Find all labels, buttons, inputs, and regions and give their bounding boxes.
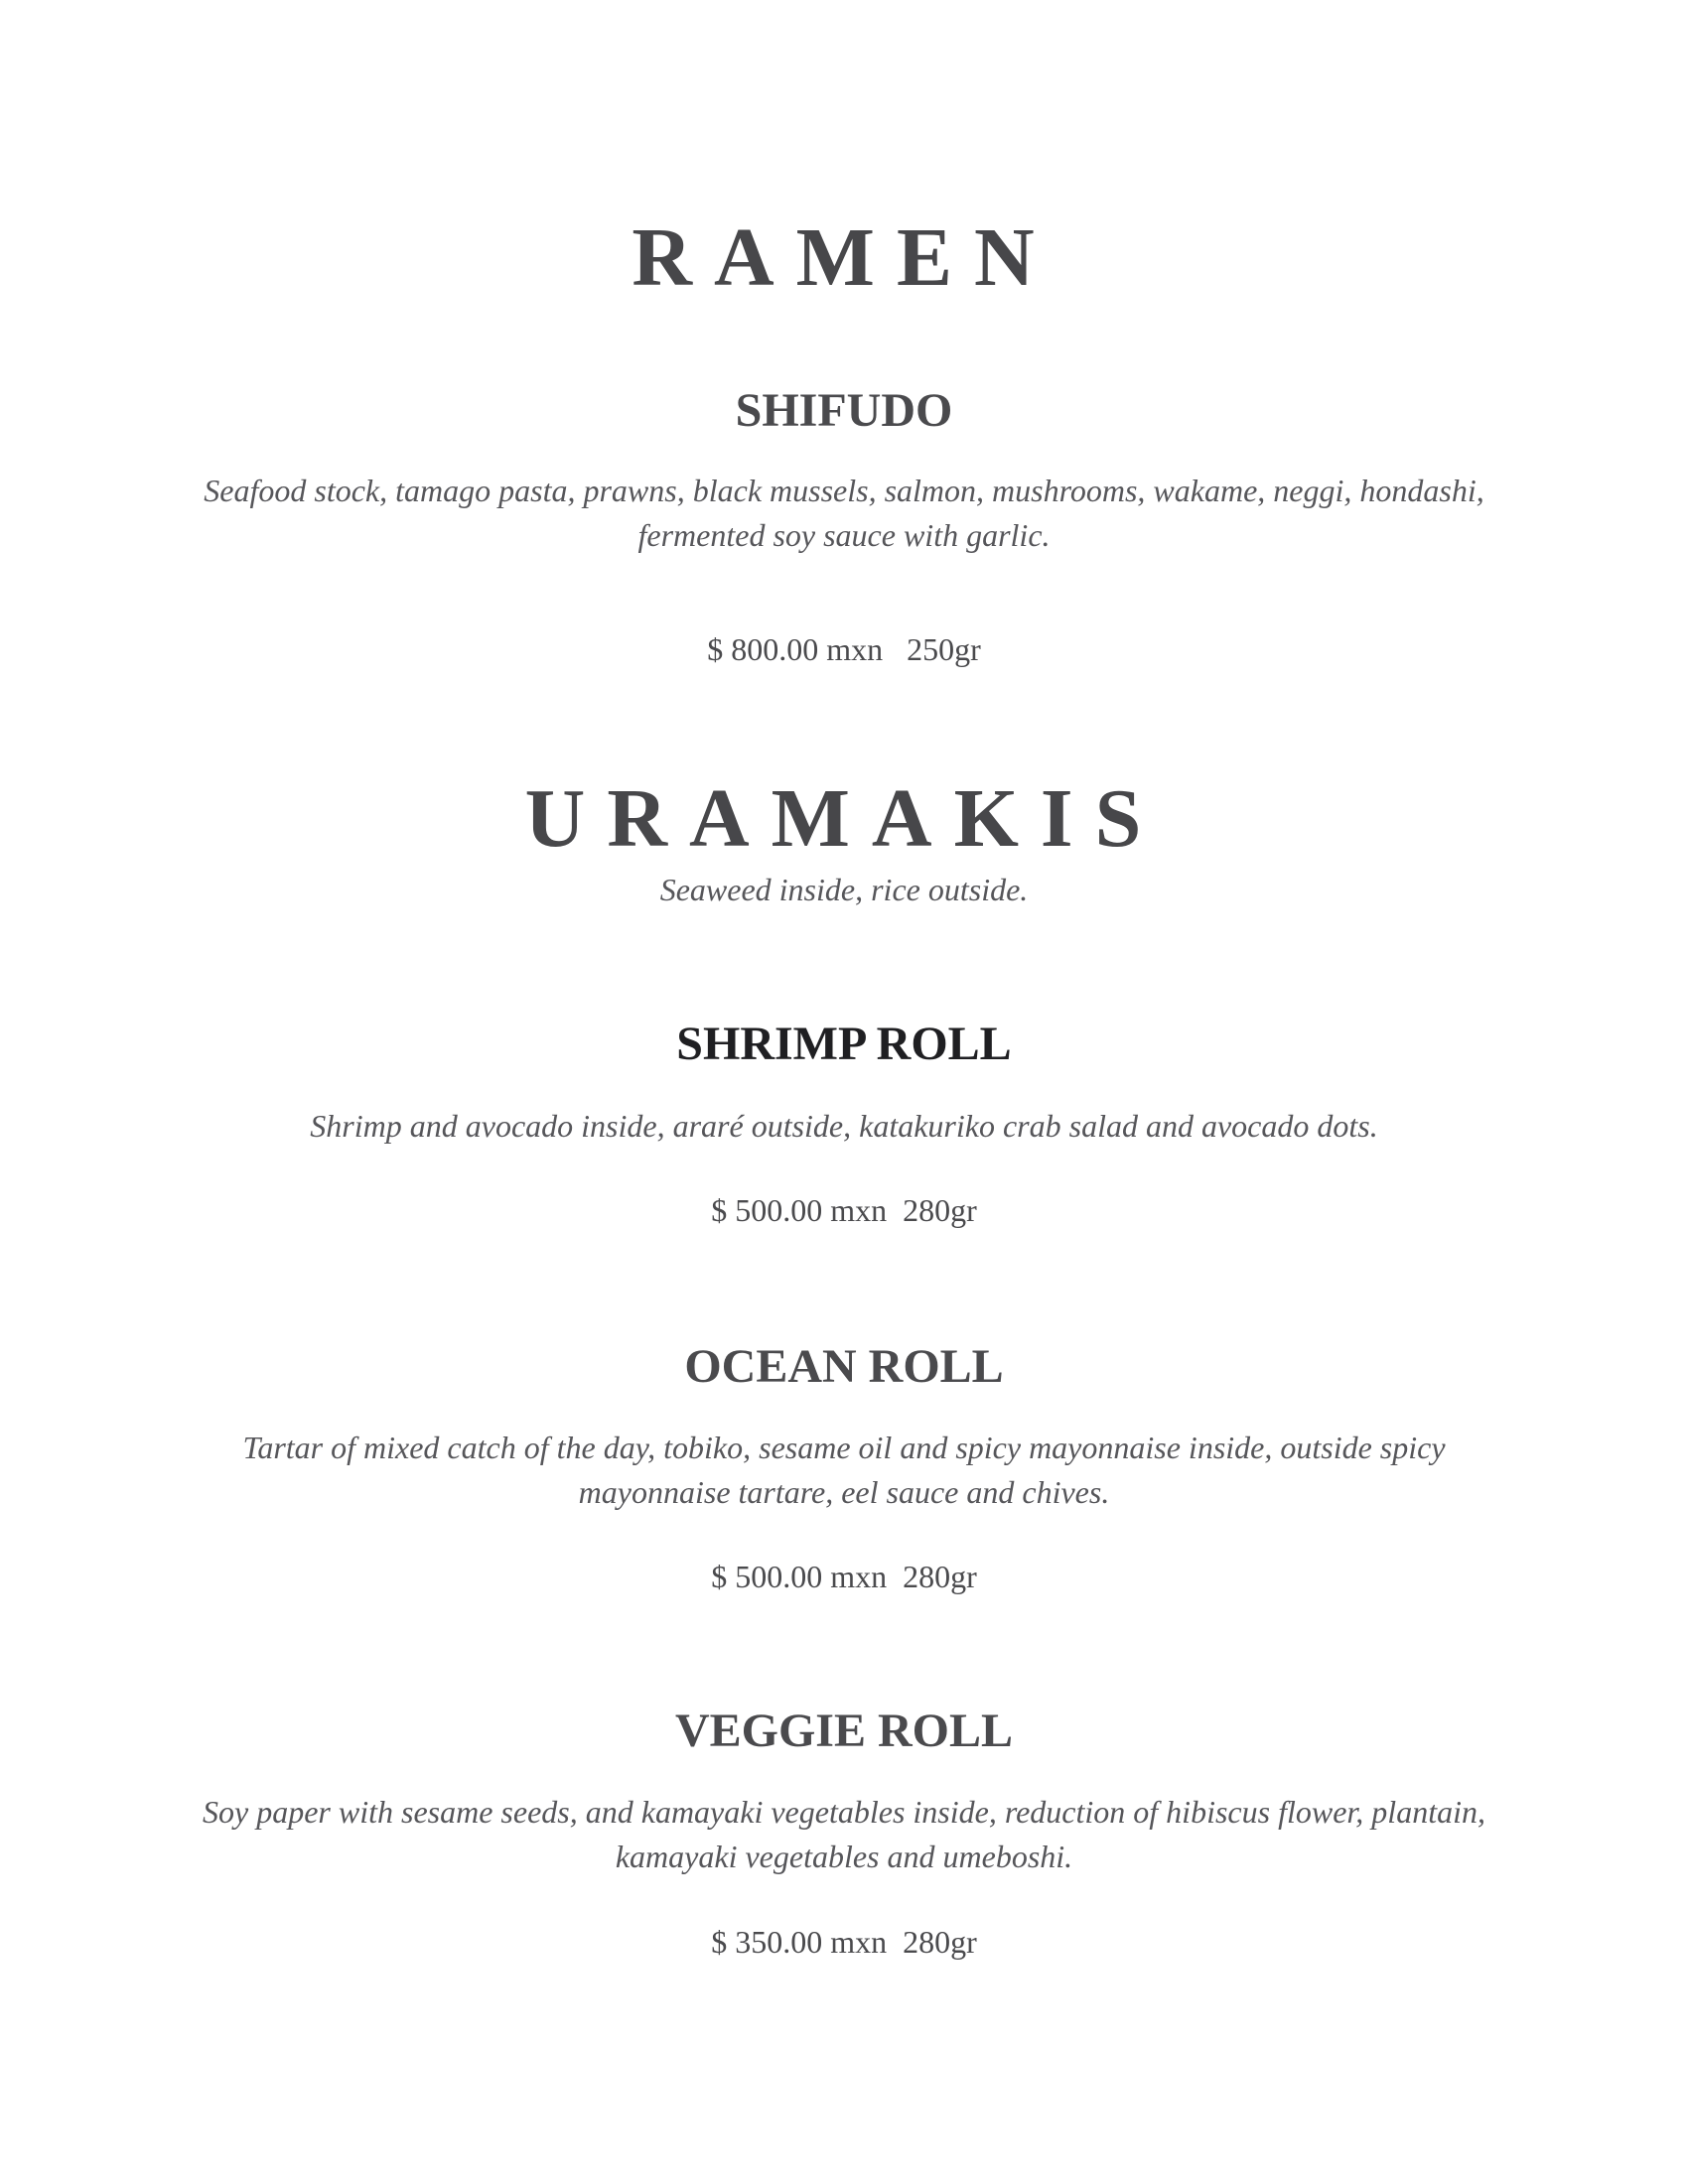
dish-description-shrimp-roll-wrap (0, 1104, 1688, 1149)
section-subtitle-uramakis: Seaweed inside, rice outside. (659, 872, 1029, 907)
dish-description-veggie-roll: Soy paper with sesame seeds, and kamayaki vegetables inside, reduction of hibiscus flower, plantain, kamayaki vegetables and umeboshi. (203, 1794, 1485, 1874)
dish-description-veggie-roll-wrap (0, 1790, 1688, 1879)
dish-price-shrimp-roll: $ 500.00 mxn 280gr (711, 1192, 977, 1228)
dish-name-ocean-roll: OCEAN ROLL (684, 1340, 1004, 1393)
dish-description-ocean-roll: Tartar of mixed catch of the day, tobiko, sesame oil and spicy mayonnaise inside, outside spicy mayonnaise tartare, eel sauce and chives. (242, 1430, 1446, 1510)
section-title-ramen: RAMEN (632, 211, 1056, 304)
dish-name-veggie-roll: VEGGIE ROLL (674, 1705, 1014, 1757)
section-title-uramakis: URAMAKIS (524, 772, 1164, 865)
dish-description-shifudo: Seafood stock, tamago pasta, prawns, black mussels, salmon, mushrooms, wakame, neggi, hondashi, fermented soy sauce with garlic. (204, 473, 1484, 553)
dish-price-ocean-roll: $ 500.00 mxn 280gr (711, 1559, 977, 1594)
dish-price-veggie-roll: $ 350.00 mxn 280gr (711, 1924, 977, 1960)
dish-price-shifudo: $ 800.00 mxn 250gr (707, 631, 981, 667)
dish-name-shrimp-roll: SHRIMP ROLL (676, 1018, 1012, 1070)
dish-description-ocean-roll-wrap (0, 1426, 1688, 1515)
dish-description-shrimp-roll: Shrimp and avocado inside, araré outside, katakuriko crab salad and avocado dots. (310, 1108, 1378, 1144)
dish-name-shifudo: SHIFUDO (735, 384, 953, 437)
dish-description-shifudo-wrap (0, 469, 1688, 558)
